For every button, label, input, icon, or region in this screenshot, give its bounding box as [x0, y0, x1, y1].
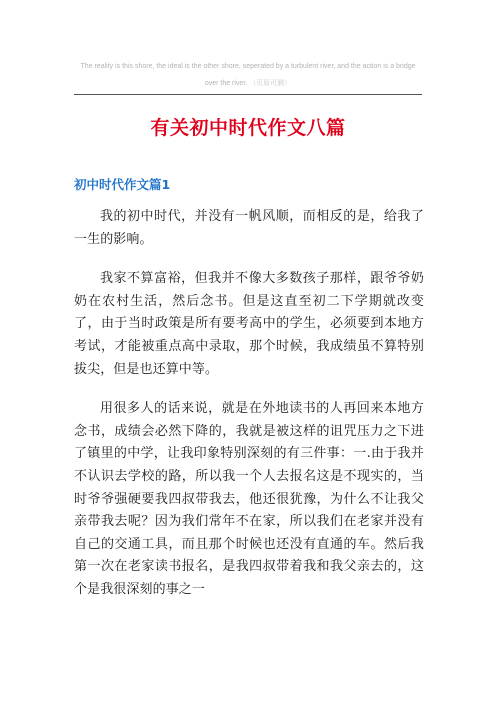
paragraph: 我的初中时代，并没有一帆风顺，而相反的是，给我了一生的影响。 — [74, 209, 424, 247]
page-header-quote — [74, 58, 422, 92]
document-title: 有关初中时代作文八篇 — [150, 117, 346, 139]
document-body — [74, 206, 424, 619]
section-heading: 初中时代作文篇1 — [74, 177, 171, 192]
header-note: （页眉可删） — [249, 80, 292, 87]
header-quote-text: The reality is this shore, the ideal is the other shore, seperated by a turbulent river, and the action is a bridge over the river. — [80, 63, 416, 87]
paragraph: 我家不算富裕，但我并不像大多数孩子那样，跟爷爷奶奶在农村生活，然后念书。但是这直至初二下学期就改变了，由于当时政策是所有要考高中的学生，必须要到本地方考试，才能被重点高中录取，那个时候，我成绩虽不算特别拔尖，但是也还算中等。 — [74, 271, 424, 377]
header-divider — [74, 94, 422, 95]
paragraph: 用很多人的话来说，就是在外地读书的人再回来本地方念书，成绩会必然下降的，我就是被这样的诅咒压力之下进了镇里的中学，让我印象特别深刻的有三件事：一.由于我并不认识去学校的路，所以我一个人去报名这是不现实的，当时爷爷强硬要我四叔带我去，他还很犹豫，为什么不让我父亲带我去呢？因为我们常年不在家，所以我们在老家并没有自己的交通工具，而且那个时候也还没有直通的车。然后我第一次在老家读书报名，是我四叔带着我和我父亲去的，这个是我很深刻的事之一 — [74, 401, 424, 597]
